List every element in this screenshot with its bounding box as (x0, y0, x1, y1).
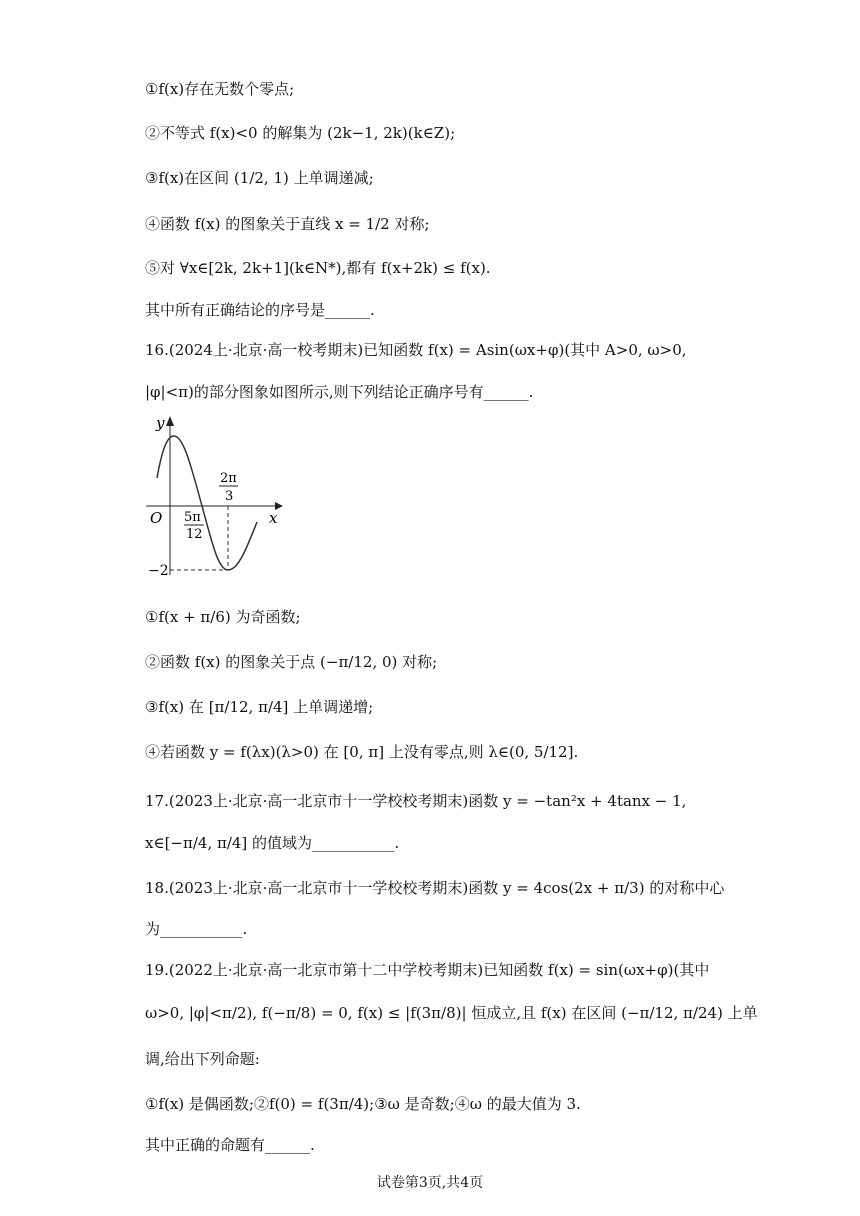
q15-statement-4: ④函数 f(x) 的图象关于直线 x = 1/2 对称; (145, 215, 430, 233)
q15-statement-5: ⑤对 ∀x∈[2k, 2k+1](k∈N*),都有 f(x+2k) ≤ f(x). (145, 259, 491, 277)
q19-prompt: 其中正确的命题有______. (145, 1136, 315, 1154)
tick-5pi-numerator: 5π (184, 510, 201, 525)
y-axis-arrow (166, 416, 174, 426)
q16-line-2: |φ|<π)的部分图象如图所示,则下列结论正确序号有______. (145, 383, 534, 401)
q16-statement-4: ④若函数 y = f(λx)(λ>0) 在 [0, π] 上没有零点,则 λ∈(0, 5/12]. (145, 743, 579, 761)
sine-graph-figure (140, 410, 290, 580)
q17-line-2: x∈[−π/4, π/4] 的值域为___________. (145, 834, 400, 852)
q16-statement-3: ③f(x) 在 [π/12, π/4] 上单调递增; (145, 698, 374, 716)
tick-2pi-numerator: 2π (220, 471, 237, 486)
q16-line-1: 16.(2024上·北京·高一校考期末)已知函数 f(x) = Asin(ωx+φ)(其中 A>0, ω>0, (145, 341, 687, 359)
page-footer: 试卷第3页,共4页 (376, 1175, 484, 1191)
y-axis-label: y (156, 414, 165, 432)
q15-statement-3: ③f(x)在区间 (1/2, 1) 上单调递减; (145, 169, 374, 187)
tick-2pi-denominator: 3 (225, 489, 234, 504)
x-axis-label: x (269, 509, 278, 527)
y-min-label: −2 (148, 563, 169, 579)
q19-line-1: 19.(2022上·北京·高一北京市第十二中学校考期末)已知函数 f(x) = sin(ωx+φ)(其中 (145, 961, 710, 979)
q18-line-1: 18.(2023上·北京·高一北京市十一学校校考期末)函数 y = 4cos(2x + π/3) 的对称中心 (145, 879, 725, 897)
q15-statement-2: ②不等式 f(x)<0 的解集为 (2k−1, 2k)(k∈Z); (145, 124, 456, 142)
q18-line-2: 为___________. (145, 920, 248, 938)
tick-5pi-denominator: 12 (186, 527, 203, 542)
q16-statement-1: ①f(x + π/6) 为奇函数; (145, 608, 301, 626)
q19-line-3: 调,给出下列命题: (145, 1050, 260, 1068)
q19-line-2: ω>0, |φ|<π/2), f(−π/8) = 0, f(x) ≤ |f(3π/8)| 恒成立,且 f(x) 在区间 (−π/12, π/24) 上单 (145, 1004, 758, 1022)
q16-statement-2: ②函数 f(x) 的图象关于点 (−π/12, 0) 对称; (145, 653, 438, 671)
q15-prompt: 其中所有正确结论的序号是______. (145, 301, 375, 319)
q19-statements: ①f(x) 是偶函数;②f(0) = f(3π/4);③ω 是奇数;④ω 的最大值为 3. (145, 1095, 581, 1113)
origin-label: O (150, 509, 163, 527)
sine-curve (157, 436, 257, 570)
q15-statement-1: ①f(x)存在无数个零点; (145, 80, 295, 98)
q17-line-1: 17.(2023上·北京·高一北京市十一学校校考期末)函数 y = −tan²x + 4tanx − 1, (145, 792, 687, 810)
